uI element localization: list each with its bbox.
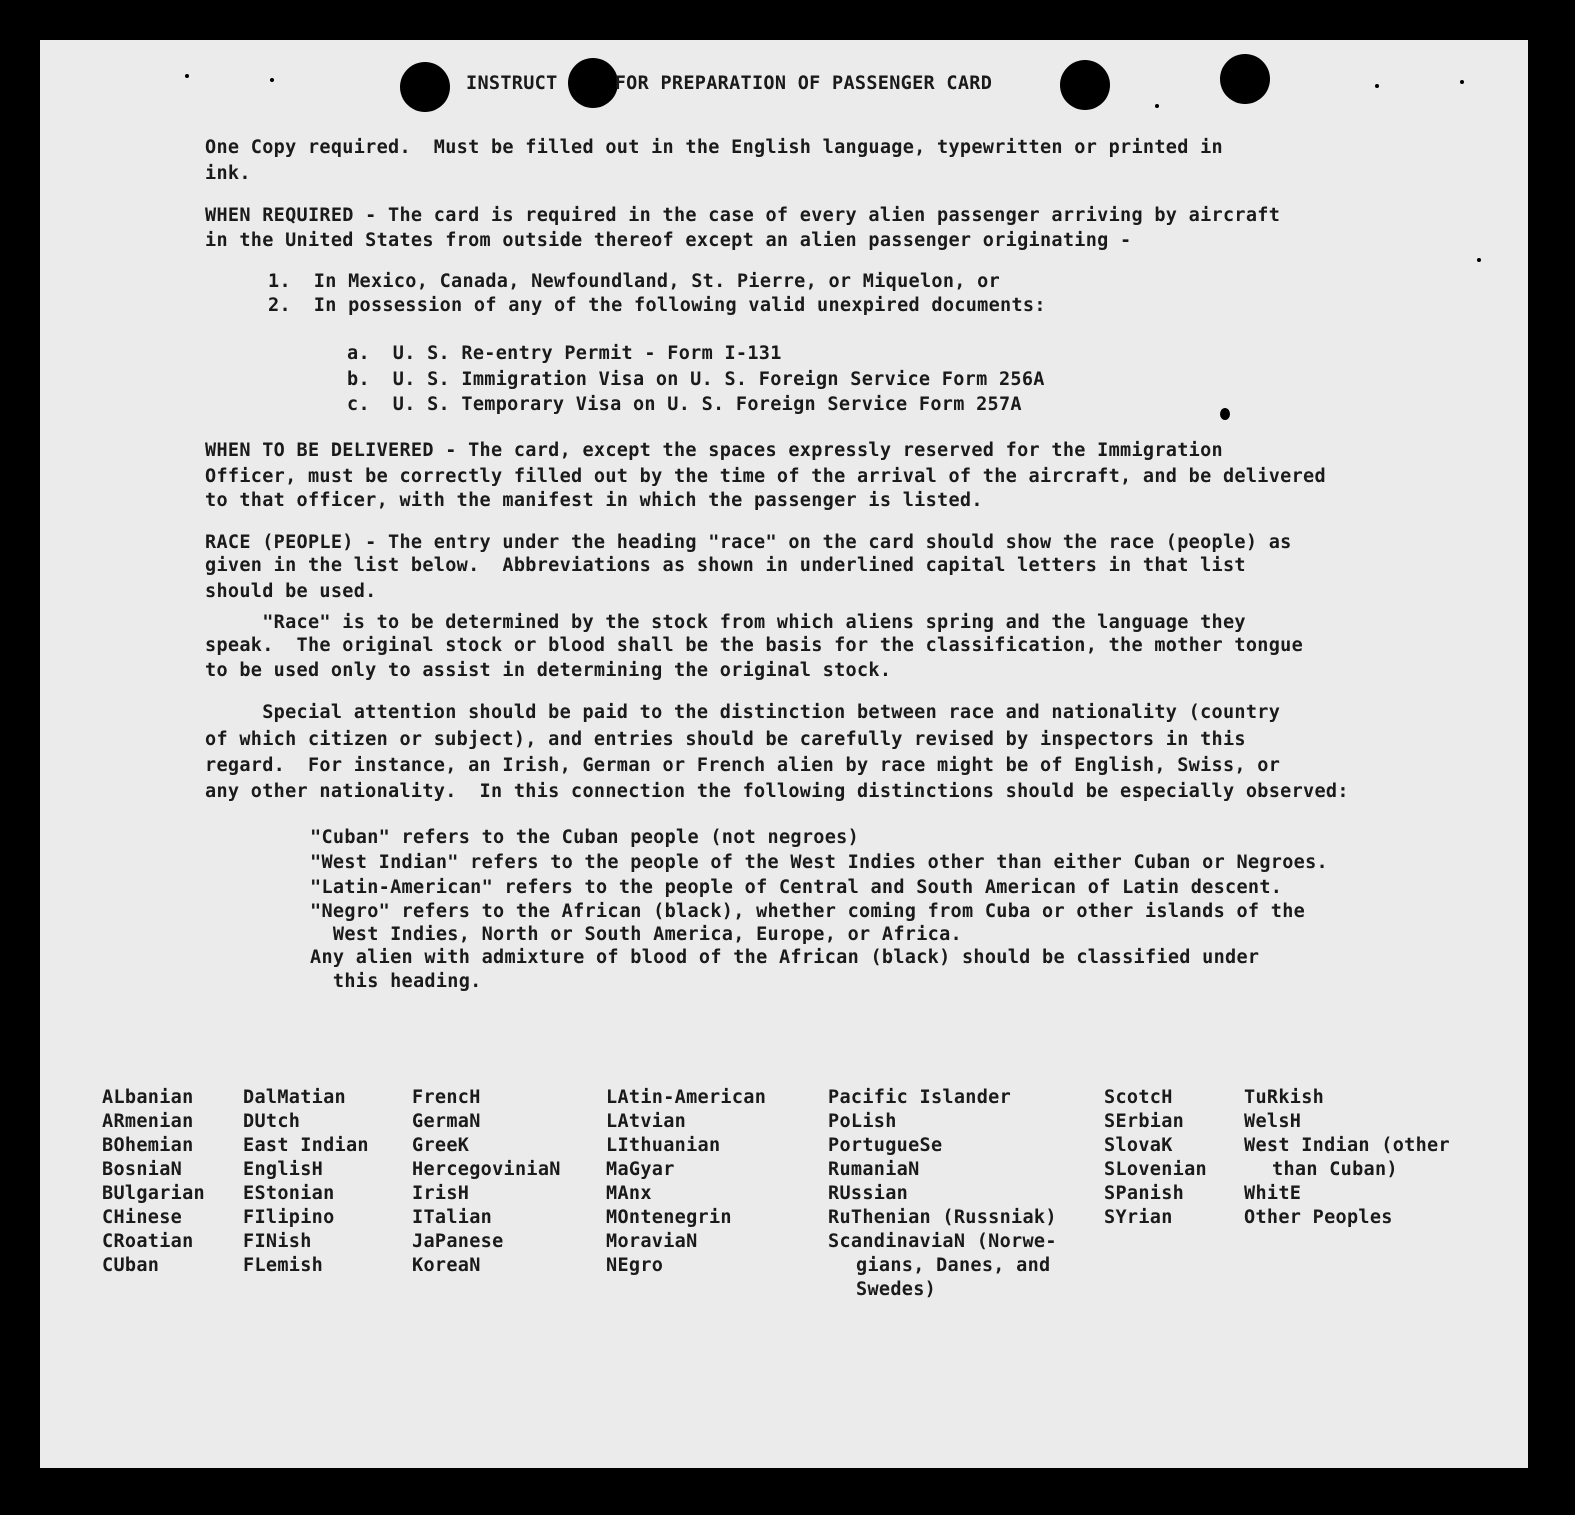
when-delivered-line: to that officer, with the manifest in which the passenger is listed. bbox=[205, 490, 983, 511]
race-entry: HercegoviniaN bbox=[412, 1159, 561, 1180]
speck bbox=[1375, 84, 1379, 88]
race-entry: gians, Danes, and bbox=[856, 1255, 1051, 1276]
race-entry: LIthuanian bbox=[606, 1135, 721, 1156]
distinction-line: "West Indian" refers to the people of the West Indies other than either Cuban or Negroes. bbox=[310, 852, 1328, 873]
race-entry: West Indian (other bbox=[1244, 1135, 1450, 1156]
race-entry: KoreaN bbox=[412, 1255, 481, 1276]
race-entry: CRoatian bbox=[102, 1231, 194, 1252]
race-entry: MOntenegrin bbox=[606, 1207, 732, 1228]
speck bbox=[1155, 104, 1159, 108]
punch-hole bbox=[1220, 54, 1270, 104]
speck bbox=[1220, 408, 1230, 420]
race-entry: Pacific Islander bbox=[828, 1087, 1012, 1108]
race-entry: FrencH bbox=[412, 1087, 481, 1108]
race-entry: Other Peoples bbox=[1244, 1207, 1393, 1228]
when-delivered-line: WHEN TO BE DELIVERED - The card, except the spaces expressly reserved for the Immigration bbox=[205, 440, 1223, 461]
race-entry: RumaniaN bbox=[828, 1159, 920, 1180]
race-entry: FIlipino bbox=[243, 1207, 335, 1228]
intro-line: One Copy required. Must be filled out in the English language, typewritten or printed in bbox=[205, 137, 1223, 158]
race-list-column bbox=[606, 1086, 766, 1278]
race-entry: ARmenian bbox=[102, 1111, 194, 1132]
punch-hole bbox=[400, 62, 450, 112]
race-list-column bbox=[1104, 1086, 1207, 1230]
distinction-line: "Cuban" refers to the Cuban people (not negroes) bbox=[310, 827, 860, 848]
race-entry: LAtin-American bbox=[606, 1087, 767, 1108]
race-entry: FLemish bbox=[243, 1255, 324, 1276]
race-definition-line: to be used only to assist in determining the original stock. bbox=[205, 660, 892, 681]
race-entry: Swedes) bbox=[856, 1279, 937, 1300]
document-item: b. U. S. Immigration Visa on U. S. Foreign Service Form 256A bbox=[347, 369, 1045, 390]
race-entry: GermaN bbox=[412, 1111, 481, 1132]
exception-item: 2. In possession of any of the following valid unexpired documents: bbox=[268, 295, 1046, 316]
document-item: c. U. S. Temporary Visa on U. S. Foreign Service Form 257A bbox=[347, 394, 1022, 415]
race-entry: CHinese bbox=[102, 1207, 183, 1228]
race-entry: ITalian bbox=[412, 1207, 493, 1228]
race-entry: CUban bbox=[102, 1255, 160, 1276]
document-page bbox=[40, 40, 1528, 1468]
when-required-line: in the United States from outside thereof except an alien passenger originating - bbox=[205, 230, 1132, 251]
race-entry: TuRkish bbox=[1244, 1087, 1325, 1108]
race-list-column bbox=[1244, 1086, 1450, 1230]
race-entry: MoraviaN bbox=[606, 1231, 698, 1252]
distinction-line: this heading. bbox=[310, 971, 482, 992]
race-line: should be used. bbox=[205, 581, 377, 602]
race-entry: MaGyar bbox=[606, 1159, 675, 1180]
speck bbox=[1460, 80, 1464, 84]
page-title: INSTRUCT FOR PREPARATION OF PASSENGER CARD bbox=[466, 73, 993, 94]
race-entry: WelsH bbox=[1244, 1111, 1302, 1132]
race-definition-line: speak. The original stock or blood shall be the basis for the classification, the mother tongue bbox=[205, 635, 1304, 656]
exception-item: 1. In Mexico, Canada, Newfoundland, St. Pierre, or Miquelon, or bbox=[268, 271, 1001, 292]
race-entry: EnglisH bbox=[243, 1159, 324, 1180]
race-entry: EStonian bbox=[243, 1183, 335, 1204]
race-entry: NEgro bbox=[606, 1255, 664, 1276]
race-entry: East Indian bbox=[243, 1135, 369, 1156]
special-attention-line: of which citizen or subject), and entries should be carefully revised by inspectors in this bbox=[205, 729, 1246, 750]
race-entry: RuThenian (Russniak) bbox=[828, 1207, 1057, 1228]
special-attention-line: any other nationality. In this connection the following distinctions should be especially observed: bbox=[205, 781, 1349, 802]
distinction-line: Any alien with admixture of blood of the African (black) should be classified under bbox=[310, 947, 1260, 968]
special-attention-line: regard. For instance, an Irish, German or French alien by race might be of English, Swiss, or bbox=[205, 755, 1281, 776]
race-entry: SErbian bbox=[1104, 1111, 1185, 1132]
race-entry: ALbanian bbox=[102, 1087, 194, 1108]
race-entry: PoLish bbox=[828, 1111, 897, 1132]
race-entry: DalMatian bbox=[243, 1087, 346, 1108]
race-entry: BosniaN bbox=[102, 1159, 183, 1180]
punch-hole bbox=[1060, 60, 1110, 110]
special-attention-line: Special attention should be paid to the distinction between race and nationality (country bbox=[205, 702, 1281, 723]
race-entry: ScandinaviaN (Norwe- bbox=[828, 1231, 1057, 1252]
race-entry: ScotcH bbox=[1104, 1087, 1173, 1108]
race-entry: PortugueSe bbox=[828, 1135, 943, 1156]
speck bbox=[270, 78, 274, 82]
distinction-line: "Latin-American" refers to the people of Central and South American of Latin descent. bbox=[310, 877, 1283, 898]
race-entry: FINish bbox=[243, 1231, 312, 1252]
distinction-line: "Negro" refers to the African (black), whether coming from Cuba or other islands of the bbox=[310, 901, 1306, 922]
speck bbox=[185, 74, 189, 78]
race-entry: SlovaK bbox=[1104, 1135, 1173, 1156]
race-entry: IrisH bbox=[412, 1183, 470, 1204]
race-line: given in the list below. Abbreviations as shown in underlined capital letters in that list bbox=[205, 555, 1246, 576]
document-item: a. U. S. Re-entry Permit - Form I-131 bbox=[347, 343, 782, 364]
race-entry: WhitE bbox=[1244, 1183, 1302, 1204]
race-line: RACE (PEOPLE) - The entry under the heading "race" on the card should show the race (people) as bbox=[205, 532, 1292, 553]
race-list-column bbox=[102, 1086, 205, 1278]
race-entry: LAtvian bbox=[606, 1111, 687, 1132]
race-list-column bbox=[412, 1086, 561, 1278]
race-entry: SPanish bbox=[1104, 1183, 1185, 1204]
race-entry: than Cuban) bbox=[1272, 1159, 1398, 1180]
race-entry: MAnx bbox=[606, 1183, 652, 1204]
race-entry: BOhemian bbox=[102, 1135, 194, 1156]
race-entry: GreeK bbox=[412, 1135, 470, 1156]
race-entry: DUtch bbox=[243, 1111, 301, 1132]
race-list-column bbox=[243, 1086, 369, 1278]
speck bbox=[1477, 258, 1481, 262]
race-list-column bbox=[828, 1086, 1057, 1302]
race-entry: BUlgarian bbox=[102, 1183, 205, 1204]
distinction-line: West Indies, North or South America, Europe, or Africa. bbox=[310, 924, 962, 945]
when-required-line: WHEN REQUIRED - The card is required in the case of every alien passenger arriving by aircraft bbox=[205, 205, 1281, 226]
intro-line: ink. bbox=[205, 163, 251, 184]
race-entry: RUssian bbox=[828, 1183, 909, 1204]
race-entry: JaPanese bbox=[412, 1231, 504, 1252]
race-definition-line: "Race" is to be determined by the stock from which aliens spring and the language they bbox=[205, 612, 1246, 633]
race-entry: SLovenian bbox=[1104, 1159, 1207, 1180]
when-delivered-line: Officer, must be correctly filled out by the time of the arrival of the aircraft, and be delivered bbox=[205, 466, 1326, 487]
race-entry: SYrian bbox=[1104, 1207, 1173, 1228]
